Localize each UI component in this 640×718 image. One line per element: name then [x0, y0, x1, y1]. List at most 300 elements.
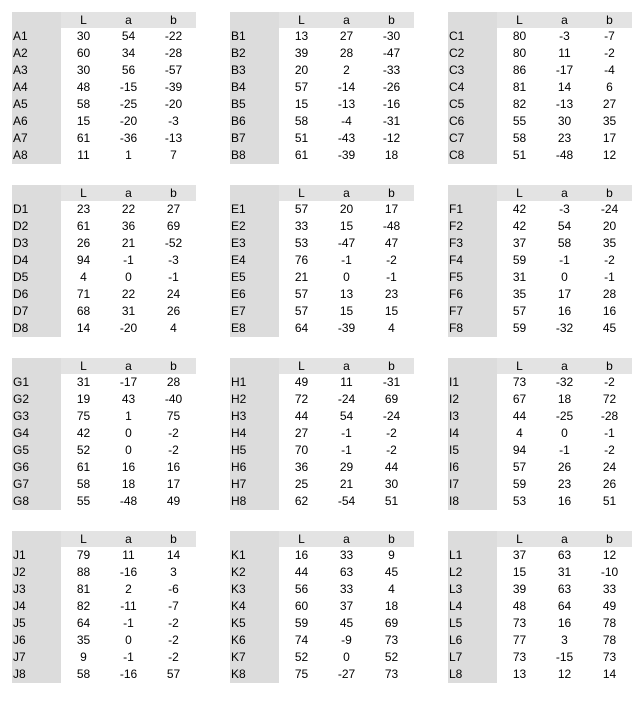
- header-blank-cell: [12, 12, 61, 28]
- table-cell: 4: [80, 270, 87, 284]
- table-cell: 16: [557, 616, 572, 630]
- table-cell: -2: [604, 46, 615, 60]
- table-cell: 75: [76, 409, 91, 423]
- row-label: L3: [448, 581, 497, 598]
- row-label: L1: [448, 547, 497, 564]
- table-cell: 71: [76, 287, 91, 301]
- column-header: a: [324, 185, 369, 201]
- table-cell: 61: [294, 148, 309, 162]
- table-cell: 28: [602, 287, 617, 301]
- row-label: H1: [230, 374, 279, 391]
- column-header: a: [542, 12, 587, 28]
- table-header-row: [12, 531, 198, 547]
- table-row: [448, 632, 634, 649]
- table-cell: 52: [76, 443, 91, 457]
- header-blank-cell: [230, 12, 279, 28]
- row-label: K3: [230, 581, 279, 598]
- row-label: B6: [230, 113, 279, 130]
- table-cell: 64: [557, 599, 572, 613]
- table-cell: -39: [164, 80, 183, 94]
- table-cell: 36: [294, 460, 309, 474]
- row-label: A4: [12, 79, 61, 96]
- table-cell: -48: [382, 219, 401, 233]
- header-blank-cell: [12, 531, 61, 547]
- table-cell: -20: [119, 114, 138, 128]
- lab-table: [448, 12, 634, 164]
- table-row: [230, 442, 416, 459]
- table-cell: 31: [76, 375, 91, 389]
- row-label: H8: [230, 493, 279, 510]
- column-header: L: [497, 12, 542, 28]
- row-label: K2: [230, 564, 279, 581]
- row-label: E7: [230, 303, 279, 320]
- table-cell: 23: [557, 477, 572, 491]
- table-cell: -3: [559, 202, 570, 216]
- header-blank-cell: [448, 531, 497, 547]
- table-cell: 60: [294, 599, 309, 613]
- table-row: [448, 320, 634, 337]
- table-cell: 30: [76, 63, 91, 77]
- lab-table: [12, 185, 198, 337]
- table-header-row: [448, 358, 634, 374]
- table-cell: 6: [606, 80, 613, 94]
- table-row: [12, 201, 198, 218]
- table-cell: -1: [168, 270, 179, 284]
- row-label: B1: [230, 28, 279, 45]
- table-cell: -7: [168, 599, 179, 613]
- table-cell: 0: [561, 426, 568, 440]
- row-label: K1: [230, 547, 279, 564]
- table-cell: -48: [119, 494, 138, 508]
- table-cell: 47: [384, 236, 399, 250]
- table-cell: -1: [341, 443, 352, 457]
- table-row: [448, 547, 634, 564]
- column-header: a: [106, 12, 151, 28]
- column-header: b: [151, 531, 196, 547]
- table-cell: 31: [557, 565, 572, 579]
- row-label: K5: [230, 615, 279, 632]
- row-label: K4: [230, 598, 279, 615]
- table-cell: -27: [337, 667, 356, 681]
- row-label: L8: [448, 666, 497, 683]
- table-cell: 59: [294, 616, 309, 630]
- table-cell: -20: [164, 97, 183, 111]
- table-cell: -25: [119, 97, 138, 111]
- table-cell: 73: [384, 667, 399, 681]
- table-cell: -7: [604, 29, 615, 43]
- lab-table: [230, 185, 416, 337]
- table-cell: 57: [294, 287, 309, 301]
- table-row: [230, 425, 416, 442]
- lab-table: [12, 12, 198, 164]
- table-cell: 14: [602, 667, 617, 681]
- table-cell: 16: [557, 494, 572, 508]
- table-cell: -2: [604, 443, 615, 457]
- column-header: L: [497, 531, 542, 547]
- table-row: [230, 269, 416, 286]
- table-row: [230, 320, 416, 337]
- row-label: B8: [230, 147, 279, 164]
- table-cell: -39: [337, 321, 356, 335]
- table-cell: -2: [386, 426, 397, 440]
- table-row: [448, 201, 634, 218]
- table-cell: 88: [76, 565, 91, 579]
- table-cell: 26: [602, 477, 617, 491]
- table-cell: 59: [512, 321, 527, 335]
- table-cell: 30: [557, 114, 572, 128]
- table-cell: 2: [343, 63, 350, 77]
- table-cell: 26: [76, 236, 91, 250]
- table-row: [12, 62, 198, 79]
- table-cell: -1: [341, 253, 352, 267]
- lab-table: [448, 358, 634, 510]
- row-label: D6: [12, 286, 61, 303]
- table-cell: -1: [123, 616, 134, 630]
- table-cell: 49: [294, 375, 309, 389]
- table-cell: -16: [382, 97, 401, 111]
- row-label: A3: [12, 62, 61, 79]
- table-cell: -2: [168, 426, 179, 440]
- table-cell: 17: [166, 477, 181, 491]
- row-label: H6: [230, 459, 279, 476]
- table-cell: 15: [294, 97, 309, 111]
- table-header-row: [230, 531, 416, 547]
- column-header: b: [587, 12, 632, 28]
- table-cell: 73: [384, 633, 399, 647]
- table-cell: -16: [119, 667, 138, 681]
- row-label: G4: [12, 425, 61, 442]
- row-label: F8: [448, 320, 497, 337]
- table-cell: -54: [337, 494, 356, 508]
- table-cell: 73: [512, 650, 527, 664]
- table-cell: 36: [121, 219, 136, 233]
- row-label: E1: [230, 201, 279, 218]
- table-cell: 0: [343, 270, 350, 284]
- table-cell: 75: [294, 667, 309, 681]
- table-cell: 55: [76, 494, 91, 508]
- table-row: [230, 252, 416, 269]
- table-cell: 19: [76, 392, 91, 406]
- table-cell: 23: [76, 202, 91, 216]
- table-cell: 16: [557, 304, 572, 318]
- table-cell: 11: [340, 375, 353, 389]
- table-row: [12, 649, 198, 666]
- table-cell: -15: [555, 650, 574, 664]
- table-row: [448, 45, 634, 62]
- table-cell: 16: [294, 548, 309, 562]
- row-label: K6: [230, 632, 279, 649]
- table-cell: 53: [512, 494, 527, 508]
- header-blank-cell: [230, 185, 279, 201]
- table-cell: -3: [168, 114, 179, 128]
- table-row: [448, 79, 634, 96]
- table-row: [448, 598, 634, 615]
- row-label: J6: [12, 632, 61, 649]
- table-cell: -17: [555, 63, 574, 77]
- row-label: H3: [230, 408, 279, 425]
- row-label: H7: [230, 476, 279, 493]
- table-cell: 57: [294, 202, 309, 216]
- table-cell: 42: [512, 219, 527, 233]
- table-cell: 45: [339, 616, 354, 630]
- table-cell: 24: [166, 287, 181, 301]
- table-row: [12, 615, 198, 632]
- row-label: G7: [12, 476, 61, 493]
- table-cell: 18: [557, 392, 572, 406]
- table-row: [448, 408, 634, 425]
- header-blank-cell: [12, 358, 61, 374]
- table-cell: 58: [294, 114, 309, 128]
- column-header: b: [587, 531, 632, 547]
- table-row: [230, 303, 416, 320]
- table-row: [448, 442, 634, 459]
- table-cell: 23: [384, 287, 399, 301]
- table-cell: 82: [512, 97, 527, 111]
- table-row: [12, 96, 198, 113]
- table-cell: -4: [341, 114, 352, 128]
- table-cell: 51: [602, 494, 617, 508]
- table-row: [230, 218, 416, 235]
- table-cell: -47: [337, 236, 356, 250]
- table-row: [230, 632, 416, 649]
- table-row: [12, 666, 198, 683]
- table-cell: 44: [294, 409, 309, 423]
- table-row: [448, 476, 634, 493]
- row-label: J5: [12, 615, 61, 632]
- table-header-row: [12, 358, 198, 374]
- table-cell: -22: [164, 29, 183, 43]
- row-label: H4: [230, 425, 279, 442]
- row-label: G5: [12, 442, 61, 459]
- table-header-row: [12, 12, 198, 28]
- table-cell: -13: [555, 97, 574, 111]
- table-cell: 21: [339, 477, 354, 491]
- table-cell: 31: [121, 304, 136, 318]
- row-label: D3: [12, 235, 61, 252]
- table-cell: 18: [384, 599, 399, 613]
- row-label: D8: [12, 320, 61, 337]
- table-cell: 42: [76, 426, 91, 440]
- table-row: [12, 235, 198, 252]
- table-cell: -10: [600, 565, 619, 579]
- table-row: [448, 303, 634, 320]
- table-cell: 4: [388, 321, 395, 335]
- table-cell: 33: [339, 548, 354, 562]
- row-label: F4: [448, 252, 497, 269]
- table-header-row: [448, 12, 634, 28]
- table-cell: 12: [557, 667, 572, 681]
- row-label: J3: [12, 581, 61, 598]
- table-row: [230, 547, 416, 564]
- table-cell: 54: [339, 409, 354, 423]
- table-cell: 7: [170, 148, 177, 162]
- table-cell: 15: [76, 114, 91, 128]
- row-label: J8: [12, 666, 61, 683]
- table-cell: 69: [384, 392, 399, 406]
- table-cell: 37: [339, 599, 354, 613]
- table-cell: 9: [388, 548, 395, 562]
- table-cell: 13: [512, 667, 527, 681]
- row-label: B3: [230, 62, 279, 79]
- table-cell: 59: [512, 477, 527, 491]
- table-cell: -2: [604, 253, 615, 267]
- table-cell: 58: [512, 131, 527, 145]
- table-cell: 16: [602, 304, 617, 318]
- table-cell: 33: [602, 582, 617, 596]
- row-label: D4: [12, 252, 61, 269]
- table-cell: 13: [339, 287, 354, 301]
- table-row: [12, 459, 198, 476]
- table-cell: 4: [388, 582, 395, 596]
- table-cell: -48: [555, 148, 574, 162]
- table-cell: 61: [76, 460, 91, 474]
- row-label: A7: [12, 130, 61, 147]
- row-label: F2: [448, 218, 497, 235]
- table-cell: 27: [339, 29, 354, 43]
- table-cell: 14: [76, 321, 91, 335]
- table-cell: 14: [166, 548, 181, 562]
- table-row: [12, 45, 198, 62]
- table-row: [448, 391, 634, 408]
- table-row: [448, 62, 634, 79]
- row-label: I2: [448, 391, 497, 408]
- row-label: C7: [448, 130, 497, 147]
- table-cell: -3: [168, 253, 179, 267]
- table-cell: 27: [294, 426, 309, 440]
- header-blank-cell: [448, 185, 497, 201]
- table-cell: 73: [602, 650, 617, 664]
- table-cell: 78: [602, 616, 617, 630]
- table-cell: 56: [121, 63, 136, 77]
- row-label: E6: [230, 286, 279, 303]
- table-cell: -2: [168, 616, 179, 630]
- table-cell: 43: [121, 392, 136, 406]
- table-row: [230, 459, 416, 476]
- table-cell: -2: [386, 443, 397, 457]
- column-header: a: [542, 185, 587, 201]
- table-cell: 86: [512, 63, 527, 77]
- row-label: C8: [448, 147, 497, 164]
- table-cell: 56: [294, 582, 309, 596]
- table-cell: 94: [512, 443, 527, 457]
- table-cell: 35: [602, 114, 617, 128]
- table-cell: 13: [294, 29, 309, 43]
- table-cell: 70: [294, 443, 309, 457]
- table-cell: -31: [382, 375, 401, 389]
- row-label: B5: [230, 96, 279, 113]
- table-cell: 73: [512, 616, 527, 630]
- table-cell: 62: [294, 494, 309, 508]
- table-cell: 81: [512, 80, 527, 94]
- table-cell: -1: [123, 650, 134, 664]
- table-cell: 1: [125, 148, 132, 162]
- table-cell: 54: [121, 29, 136, 43]
- table-cell: 0: [125, 426, 132, 440]
- table-cell: 25: [294, 477, 309, 491]
- table-cell: 11: [77, 148, 90, 162]
- lab-table: [12, 358, 198, 510]
- table-cell: 80: [512, 29, 527, 43]
- table-cell: 31: [512, 270, 527, 284]
- table-header-row: [230, 358, 416, 374]
- table-row: [230, 235, 416, 252]
- table-cell: 16: [166, 460, 181, 474]
- table-row: [230, 201, 416, 218]
- table-cell: -2: [168, 650, 179, 664]
- column-header: L: [61, 12, 106, 28]
- table-row: [448, 459, 634, 476]
- row-label: G2: [12, 391, 61, 408]
- table-cell: 51: [384, 494, 399, 508]
- table-cell: -13: [337, 97, 356, 111]
- row-label: A1: [12, 28, 61, 45]
- table-cell: 72: [602, 392, 617, 406]
- table-cell: -13: [164, 131, 183, 145]
- table-row: [230, 28, 416, 45]
- table-cell: 64: [76, 616, 91, 630]
- table-cell: 75: [166, 409, 181, 423]
- table-header-row: [448, 185, 634, 201]
- table-cell: -3: [559, 29, 570, 43]
- row-label: I3: [448, 408, 497, 425]
- row-label: G6: [12, 459, 61, 476]
- table-row: [230, 286, 416, 303]
- row-label: F7: [448, 303, 497, 320]
- table-cell: 79: [76, 548, 91, 562]
- table-row: [230, 564, 416, 581]
- column-header: b: [151, 12, 196, 28]
- table-cell: 61: [76, 131, 91, 145]
- table-cell: 81: [76, 582, 91, 596]
- table-cell: 61: [76, 219, 91, 233]
- row-label: H5: [230, 442, 279, 459]
- table-cell: 37: [512, 548, 527, 562]
- table-cell: 33: [339, 582, 354, 596]
- table-cell: 0: [125, 633, 132, 647]
- header-blank-cell: [12, 185, 61, 201]
- row-label: D7: [12, 303, 61, 320]
- table-cell: -40: [164, 392, 183, 406]
- table-cell: 94: [76, 253, 91, 267]
- table-cell: -2: [168, 443, 179, 457]
- table-cell: 58: [76, 667, 91, 681]
- table-cell: -36: [119, 131, 138, 145]
- table-row: [12, 147, 198, 164]
- table-cell: 20: [602, 219, 617, 233]
- table-row: [448, 113, 634, 130]
- table-cell: -1: [341, 426, 352, 440]
- table-cell: 63: [557, 582, 572, 596]
- row-label: A5: [12, 96, 61, 113]
- table-cell: 57: [166, 667, 181, 681]
- table-cell: 2: [125, 582, 132, 596]
- table-cell: 58: [557, 236, 572, 250]
- table-cell: 4: [170, 321, 177, 335]
- row-label: C5: [448, 96, 497, 113]
- table-cell: 78: [602, 633, 617, 647]
- table-cell: 34: [121, 46, 136, 60]
- row-label: J1: [12, 547, 61, 564]
- table-row: [448, 649, 634, 666]
- table-cell: 37: [512, 236, 527, 250]
- table-cell: 16: [121, 460, 136, 474]
- table-cell: 27: [602, 97, 617, 111]
- table-cell: 15: [339, 304, 354, 318]
- table-row: [230, 476, 416, 493]
- table-cell: 22: [121, 287, 136, 301]
- table-cell: -24: [600, 202, 619, 216]
- column-header: b: [587, 358, 632, 374]
